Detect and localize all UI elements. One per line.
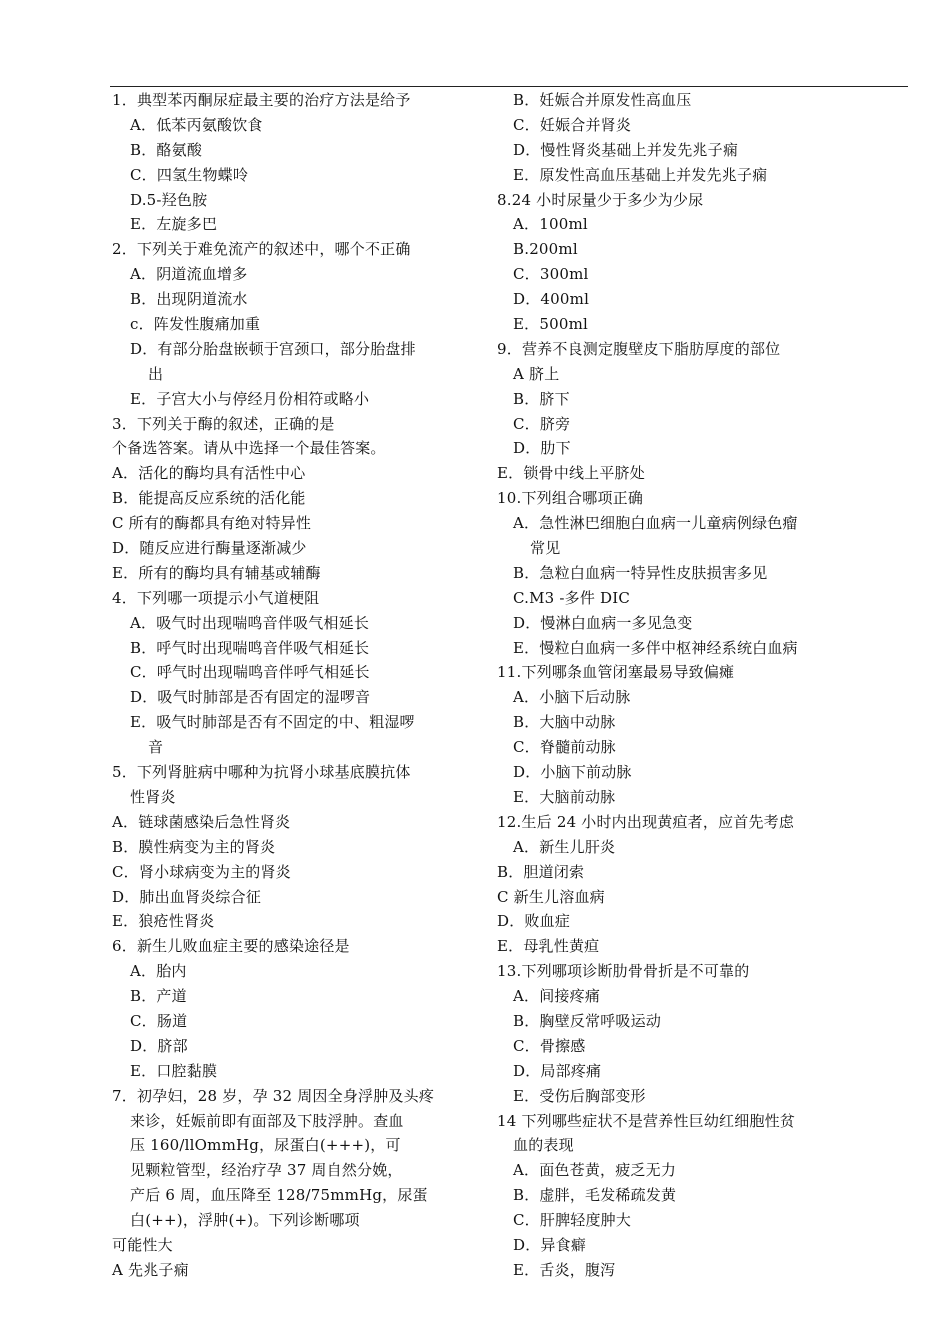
question-13: 13.下列哪项诊断肋骨骨折是不可靠的 [497, 962, 750, 981]
q10-option-a-cont: 常见 [530, 539, 561, 558]
q12-option-b: B．胆道闭索 [497, 862, 585, 881]
q2-option-e: E．子宫大小与停经月份相符或略小 [130, 389, 370, 408]
q9-option-a: A 脐上 [513, 364, 560, 383]
left-column [112, 88, 472, 1283]
q9-option-e: E．锁骨中线上平脐处 [497, 464, 645, 483]
q4-option-e-cont: 音 [148, 738, 164, 757]
q4-option-c: C．呼气时出现喘鸣音伴呼气相延长 [130, 663, 370, 682]
q6-option-b: B．产道 [130, 987, 187, 1006]
q8-option-a: A．100ml [513, 215, 588, 234]
q13-option-b: B．胸壁反常呼吸运动 [513, 1011, 662, 1030]
q14-option-d: D．异食癖 [513, 1235, 587, 1254]
q8-option-e: E．500ml [513, 315, 589, 334]
question-7-cont-4: 产后 6 周，血压降至 128/75mmHg，尿蛋 [130, 1186, 428, 1205]
q9-option-c: C．脐旁 [513, 414, 571, 433]
q8-option-d: D．400ml [513, 290, 590, 309]
q5-option-b: B．膜性病变为主的肾炎 [112, 837, 276, 856]
q3-option-c: C 所有的酶都具有绝对特异性 [112, 514, 312, 533]
q7-option-b: B．妊娠合并原发性高血压 [513, 91, 692, 109]
q11-option-b: B．大脑中动脉 [513, 713, 616, 732]
q12-option-c: C 新生儿溶血病 [497, 887, 605, 906]
question-5: 5．下列肾脏病中哪种为抗肾小球基底膜抗体 [112, 763, 411, 782]
q1-option-b: B．酪氨酸 [130, 140, 203, 159]
header-rule [110, 86, 908, 87]
q14-option-a: A．面色苍黄，疲乏无力 [513, 1161, 677, 1180]
question-10: 10.下列组合哪项正确 [497, 489, 644, 508]
q14-option-b: B．虚胖，毛发稀疏发黄 [513, 1186, 677, 1205]
question-3: 3．下列关于酶的叙述，正确的是 [112, 414, 335, 433]
question-7-cont-6: 可能性大 [112, 1235, 173, 1254]
q8-option-c: C．300ml [513, 265, 589, 284]
q10-option-d: D．慢淋白血病一多见急变 [513, 613, 693, 632]
q2-option-d-cont: 出 [148, 364, 164, 383]
q3-option-b: B．能提高反应系统的活化能 [112, 489, 306, 508]
question-7-cont-5: 白(++)，浮肿(+)。下列诊断哪项 [130, 1211, 360, 1230]
q13-option-d: D．局部疼痛 [513, 1061, 602, 1080]
q5-option-a: A．链球菌感染后急性肾炎 [112, 812, 291, 831]
q11-option-e: E．大脑前动脉 [513, 787, 616, 806]
q6-option-c: C．肠道 [130, 1011, 188, 1030]
question-9: 9．营养不良测定腹壁皮下脂肪厚度的部位 [497, 339, 781, 358]
q13-option-a: A．间接疼痛 [513, 987, 601, 1006]
question-14-cont: 血的表现 [513, 1136, 574, 1155]
q2-option-a: A．阴道流血增多 [130, 265, 248, 284]
q12-option-a: A．新生儿肝炎 [513, 837, 616, 856]
question-2: 2．下列关于难免流产的叙述中，哪个不正确 [112, 240, 411, 259]
q7-option-d: D．慢性肾炎基础上并发先兆子痫 [513, 140, 739, 159]
question-7-cont-1: 来诊，妊娠前即有面部及下肢浮肿。查血 [130, 1111, 404, 1130]
q10-option-a: A．急性淋巴细胞白血病一儿童病例绿色瘤 [513, 514, 798, 533]
q3-option-e: E．所有的酶均具有辅基或辅酶 [112, 563, 321, 582]
question-12: 12.生后 24 小时内出现黄疸者，应首先考虑 [497, 812, 795, 831]
q1-option-e: E．左旋多巴 [130, 215, 218, 234]
q9-option-b: B．脐下 [513, 389, 570, 408]
q1-option-a: A．低苯丙氨酸饮食 [130, 115, 263, 134]
q4-option-e: E．吸气时肺部是否有不固定的中、粗湿啰 [130, 713, 415, 732]
q9-option-d: D．肋下 [513, 439, 571, 458]
q4-option-d: D．吸气时肺部是否有固定的湿啰音 [130, 688, 371, 707]
q7-option-c: C．妊娠合并肾炎 [513, 115, 632, 134]
q8-option-b: B.200ml [513, 240, 578, 259]
q14-option-e: E．舌炎，腹泻 [513, 1260, 616, 1279]
question-11: 11.下列哪条血管闭塞最易导致偏瘫 [497, 663, 735, 682]
q2-option-b: B．出现阴道流水 [130, 290, 248, 309]
q2-option-d: D．有部分胎盘嵌顿于宫颈口，部分胎盘排 [130, 339, 416, 358]
question-1: 1．典型苯丙酮尿症最主要的治疗方法是给予 [112, 91, 411, 109]
q14-option-c: C．肝脾轻度肿大 [513, 1211, 632, 1230]
q6-option-a: A．胎内 [130, 962, 187, 981]
q1-option-c: C．四氢生物蝶呤 [130, 165, 249, 184]
q11-option-c: C．脊髓前动脉 [513, 738, 616, 757]
question-5-cont: 性肾炎 [130, 787, 176, 806]
q11-option-a: A．小脑下后动脉 [513, 688, 631, 707]
question-4: 4．下列哪一项提示小气道梗阻 [112, 588, 320, 607]
q10-option-e: E．慢粒白血病一多伴中枢神经系统白血病 [513, 638, 798, 657]
q5-option-c: C．肾小球病变为主的肾炎 [112, 862, 291, 881]
question-7-cont-2: 压 160/llOmmHg，尿蛋白(+++)，可 [130, 1136, 401, 1155]
q3-option-d: D．随反应进行酶量逐渐减少 [112, 539, 307, 558]
q11-option-d: D．小脑下前动脉 [513, 763, 632, 782]
q13-option-c: C．骨擦感 [513, 1036, 586, 1055]
question-7-cont-3: 见颗粒管型，经治疗孕 37 周自然分娩， [130, 1161, 403, 1180]
question-14: 14 下列哪些症状不是营养性巨幼红细胞性贫 [497, 1111, 796, 1130]
q7-option-a: A 先兆子痫 [112, 1260, 189, 1279]
q10-option-c: C.M3 -多件 DIC [513, 588, 631, 607]
q12-option-e: E．母乳性黄疸 [497, 937, 600, 956]
question-6: 6．新生儿败血症主要的感染途径是 [112, 937, 350, 956]
q12-option-d: D．败血症 [497, 912, 571, 931]
q7-option-e: E．原发性高血压基础上并发先兆子痫 [513, 165, 768, 184]
q5-option-d: D．肺出血肾炎综合征 [112, 887, 262, 906]
question-7: 7．初孕妇，28 岁，孕 32 周因全身浮肿及头疼 [112, 1086, 435, 1105]
q4-option-b: B．呼气时出现喘鸣音伴吸气相延长 [130, 638, 370, 657]
q1-option-d: D.5-羟色胺 [130, 190, 208, 209]
q13-option-e: E．受伤后胸部变形 [513, 1086, 646, 1105]
question-8: 8.24 小时尿量少于多少为少尿 [497, 190, 704, 209]
q6-option-e: E．口腔黏膜 [130, 1061, 218, 1080]
q4-option-a: A．吸气时出现喘鸣音伴吸气相延长 [130, 613, 370, 632]
q10-option-b: B．急粒白血病一特异性皮肤损害多见 [513, 563, 768, 582]
q3-option-a: A．活化的酶均具有活性中心 [112, 464, 306, 483]
q3-instruction: 个备选答案。请从中选择一个最佳答案。 [112, 439, 386, 458]
q5-option-e: E．狼疮性肾炎 [112, 912, 215, 931]
right-column [497, 88, 857, 1283]
q6-option-d: D．脐部 [130, 1036, 188, 1055]
q2-option-c: c．阵发性腹痛加重 [130, 315, 261, 334]
